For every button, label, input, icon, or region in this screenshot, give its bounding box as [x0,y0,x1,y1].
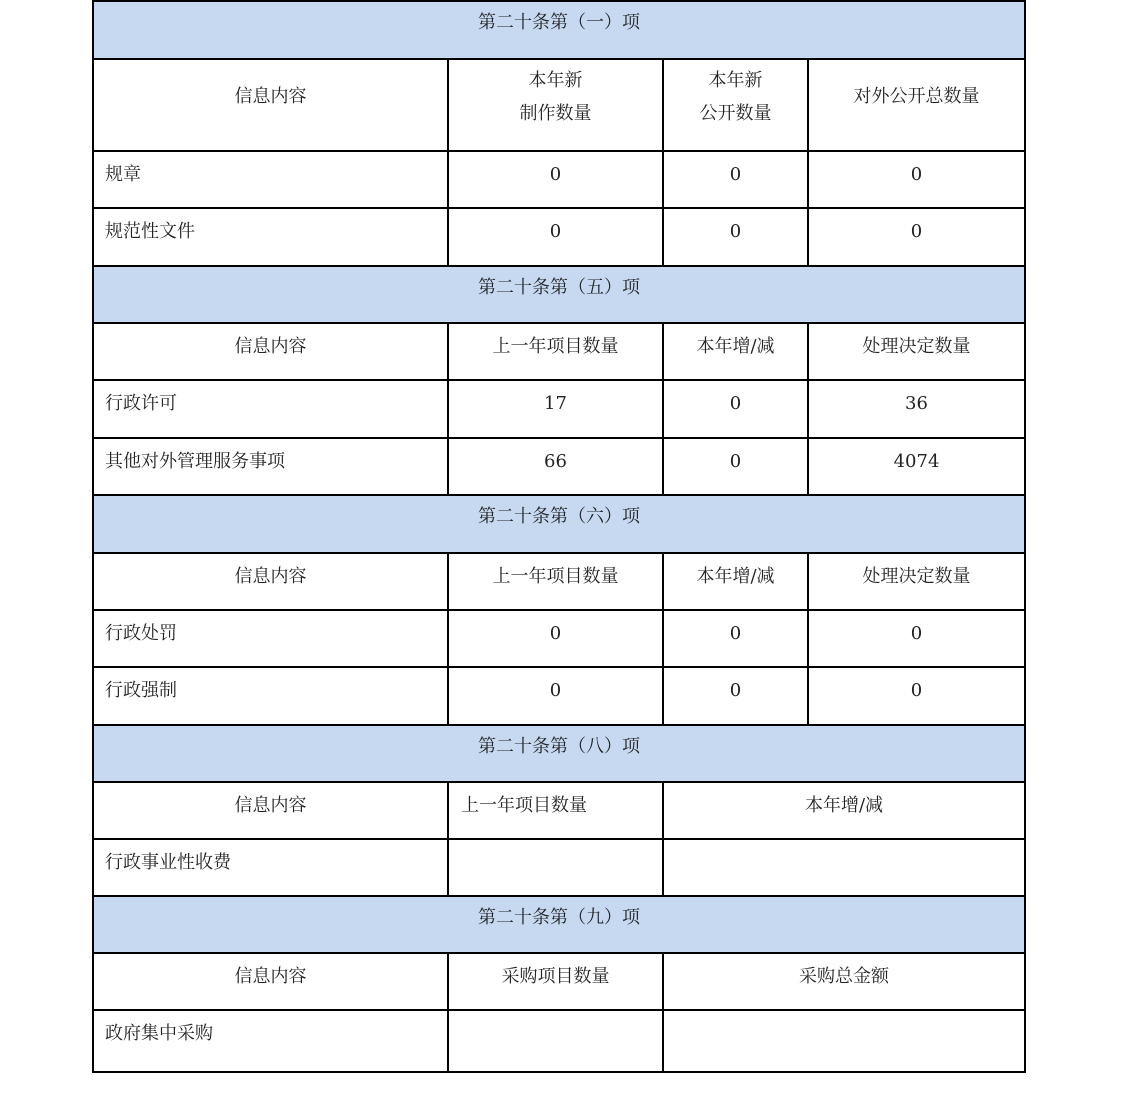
section-title: 第二十条第（九）项 [93,896,1025,953]
column-header-row [93,782,1025,839]
header-change: 本年增/减 [663,553,808,610]
header-procurement-amount: 采购总金额 [663,953,1025,1010]
header-prev-year-count: 上一年项目数量 [448,553,663,610]
row-label: 行政处罚 [93,610,448,667]
column-header-row [93,59,1025,151]
header-prev-year-count: 上一年项目数量 [448,323,663,380]
cell-value: 0 [808,151,1025,208]
header-new-published: 本年新 公开数量 [663,59,808,151]
cell-value: 0 [448,667,663,725]
cell-value [448,1010,663,1072]
cell-value: 0 [448,151,663,208]
cell-value: 66 [448,438,663,495]
cell-value: 0 [663,151,808,208]
header-info-content: 信息内容 [93,553,448,610]
cell-value: 0 [448,208,663,266]
section-header-row [93,896,1025,953]
header-decision-count: 处理决定数量 [808,553,1025,610]
row-label: 行政许可 [93,380,448,438]
table-row [93,151,1025,208]
table-row [93,380,1025,438]
header-info-content: 信息内容 [93,323,448,380]
section-header-row [93,1,1025,59]
header-change: 本年增/减 [663,323,808,380]
column-header-row [93,953,1025,1010]
cell-value: 4074 [808,438,1025,495]
column-header-row [93,553,1025,610]
header-prev-year-count: 上一年项目数量 [448,782,663,839]
row-label: 行政事业性收费 [93,839,448,896]
cell-value: 0 [663,380,808,438]
cell-value: 0 [808,667,1025,725]
header-info-content: 信息内容 [93,782,448,839]
table-row [93,667,1025,725]
cell-value: 0 [808,208,1025,266]
row-label: 规范性文件 [93,208,448,266]
section-title: 第二十条第（八）项 [93,725,1025,782]
cell-value: 0 [808,610,1025,667]
cell-value: 0 [663,208,808,266]
disclosure-table [92,0,1026,1073]
header-change: 本年增/减 [663,782,1025,839]
cell-value: 0 [448,610,663,667]
header-info-content: 信息内容 [93,59,448,151]
cell-value: 36 [808,380,1025,438]
column-header-row [93,323,1025,380]
header-info-content: 信息内容 [93,953,448,1010]
header-total-published: 对外公开总数量 [808,59,1025,151]
header-procurement-count: 采购项目数量 [448,953,663,1010]
row-label: 规章 [93,151,448,208]
cell-value: 0 [663,610,808,667]
row-label: 其他对外管理服务事项 [93,438,448,495]
section-title: 第二十条第（六）项 [93,495,1025,553]
cell-value: 17 [448,380,663,438]
header-new-created: 本年新 制作数量 [448,59,663,151]
table-row [93,1010,1025,1072]
table-row [93,839,1025,896]
section-title: 第二十条第（五）项 [93,266,1025,323]
cell-value [663,1010,1025,1072]
cell-value [448,839,663,896]
row-label: 政府集中采购 [93,1010,448,1072]
section-title: 第二十条第（一）项 [93,1,1025,59]
table-row [93,208,1025,266]
cell-value: 0 [663,438,808,495]
table-row [93,438,1025,495]
section-header-row [93,495,1025,553]
header-decision-count: 处理决定数量 [808,323,1025,380]
table-row [93,610,1025,667]
section-header-row [93,266,1025,323]
section-header-row [93,725,1025,782]
row-label: 行政强制 [93,667,448,725]
cell-value: 0 [663,667,808,725]
cell-value [663,839,1025,896]
